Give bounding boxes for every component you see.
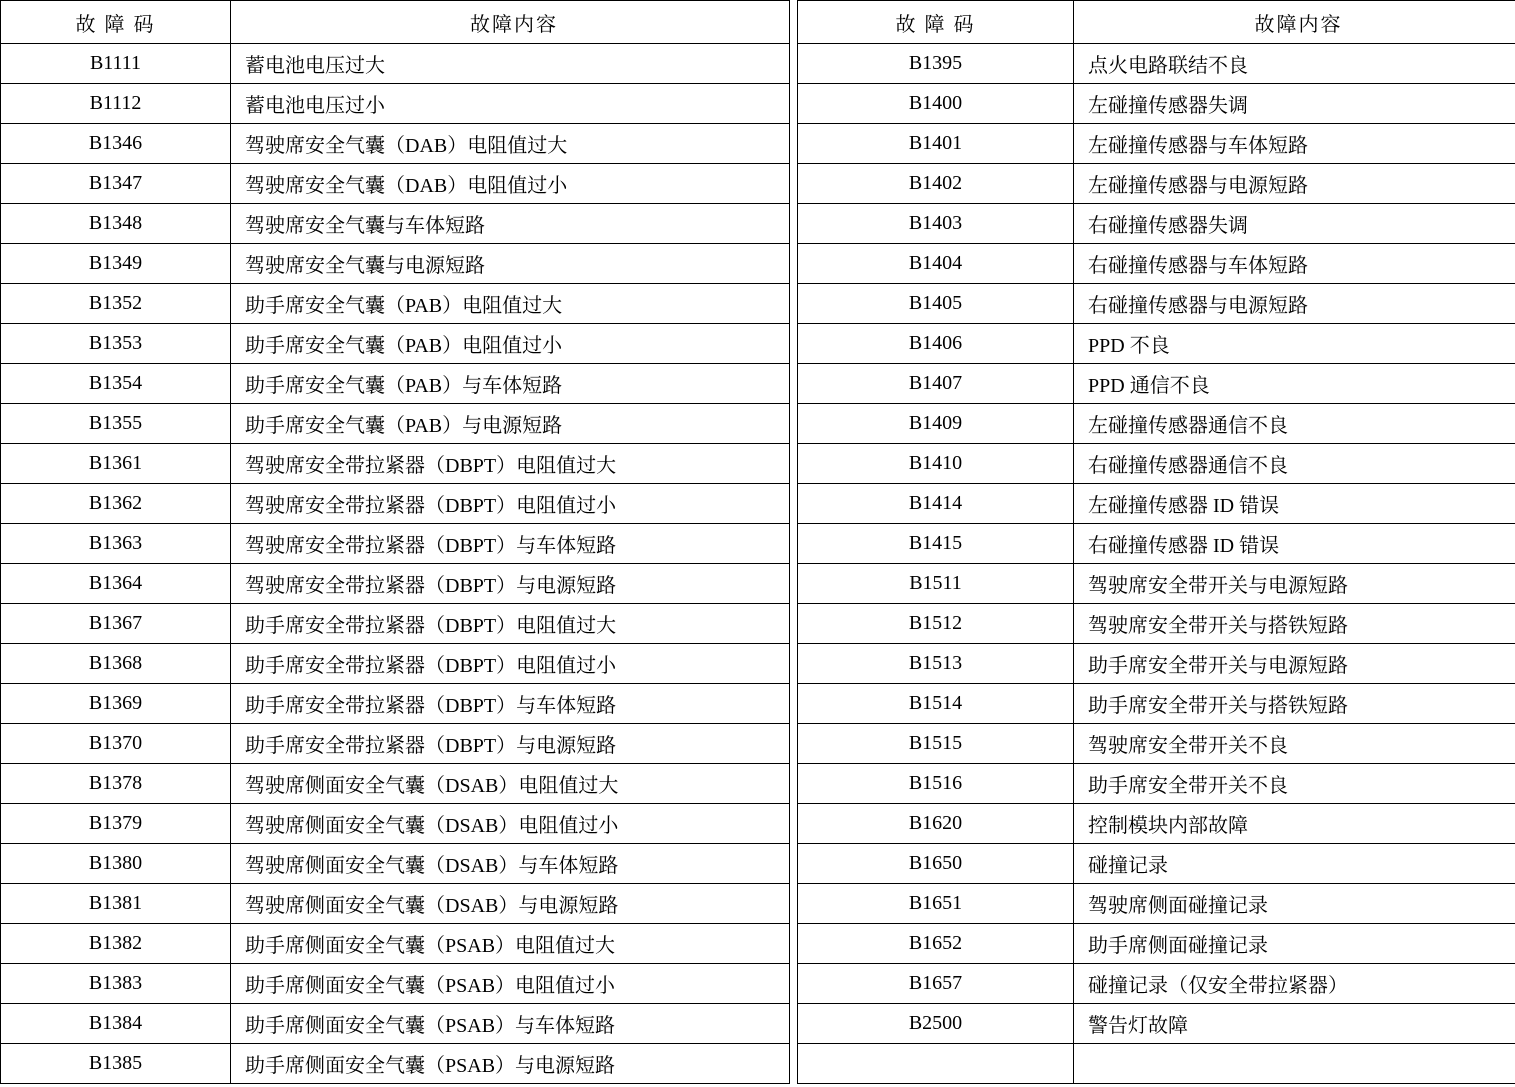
- table-row: [798, 564, 1515, 604]
- dtc-code: B1355: [1, 404, 231, 444]
- table-header-row: [798, 1, 1515, 44]
- dtc-code: B1367: [1, 604, 231, 644]
- dtc-code: B1512: [798, 604, 1074, 644]
- table-row: [1, 804, 790, 844]
- dtc-description: 助手席安全带开关与电源短路: [1074, 644, 1515, 684]
- dtc-description: 助手席安全带开关不良: [1074, 764, 1515, 804]
- dtc-description: 驾驶席安全带开关与搭铁短路: [1074, 604, 1515, 644]
- dtc-description: 右碰撞传感器通信不良: [1074, 444, 1515, 484]
- dtc-code: B1514: [798, 684, 1074, 724]
- dtc-code: B1513: [798, 644, 1074, 684]
- table-row: [798, 324, 1515, 364]
- dtc-code: B1652: [798, 924, 1074, 964]
- dtc-description: 驾驶席安全带拉紧器（DBPT）电阻值过小: [231, 484, 790, 524]
- dtc-code: B1383: [1, 964, 231, 1004]
- dtc-code: B1620: [798, 804, 1074, 844]
- dtc-description: 左碰撞传感器失调: [1074, 84, 1515, 124]
- dtc-description: 蓄电池电压过大: [231, 44, 790, 84]
- table-row: [1, 844, 790, 884]
- dtc-table-right-wrapper: [797, 0, 1515, 1087]
- table-row: [1, 564, 790, 604]
- table-row: [798, 244, 1515, 284]
- column-header-code: 故 障 码: [1, 1, 231, 44]
- dtc-code: B1515: [798, 724, 1074, 764]
- table-header-row: [1, 1, 790, 44]
- dtc-description: 驾驶席安全带拉紧器（DBPT）电阻值过大: [231, 444, 790, 484]
- table-row: [1, 724, 790, 764]
- dtc-code: B1382: [1, 924, 231, 964]
- dtc-code: B1378: [1, 764, 231, 804]
- dtc-description: 助手席安全带拉紧器（DBPT）与车体短路: [231, 684, 790, 724]
- column-header-content: 故障内容: [1074, 1, 1515, 44]
- dtc-code: B1380: [1, 844, 231, 884]
- table-row: [798, 644, 1515, 684]
- table-row: [798, 924, 1515, 964]
- dtc-code: B1415: [798, 524, 1074, 564]
- dtc-code: B1395: [798, 44, 1074, 84]
- empty-cell: [798, 1044, 1074, 1084]
- dtc-code: B1400: [798, 84, 1074, 124]
- table-row: [798, 884, 1515, 924]
- table-row: [1, 644, 790, 684]
- dtc-code: B1409: [798, 404, 1074, 444]
- table-row: [798, 164, 1515, 204]
- table-row: [1, 684, 790, 724]
- dtc-code: B2500: [798, 1004, 1074, 1044]
- dtc-code: B1352: [1, 284, 231, 324]
- dtc-code: B1379: [1, 804, 231, 844]
- dtc-code: B1407: [798, 364, 1074, 404]
- dtc-description: 左碰撞传感器与电源短路: [1074, 164, 1515, 204]
- table-row: [798, 364, 1515, 404]
- column-header-content: 故障内容: [231, 1, 790, 44]
- dtc-description: 助手席安全带拉紧器（DBPT）电阻值过小: [231, 644, 790, 684]
- dtc-code: B1403: [798, 204, 1074, 244]
- table-row: [1, 124, 790, 164]
- dtc-description: 驾驶席侧面安全气囊（DSAB）与电源短路: [231, 884, 790, 924]
- dtc-description: 助手席安全带开关与搭铁短路: [1074, 684, 1515, 724]
- dtc-description: 左碰撞传感器通信不良: [1074, 404, 1515, 444]
- dtc-code: B1111: [1, 44, 231, 84]
- table-row: [1, 444, 790, 484]
- dtc-description: 右碰撞传感器失调: [1074, 204, 1515, 244]
- dtc-description: 左碰撞传感器 ID 错误: [1074, 484, 1515, 524]
- dtc-code: B1354: [1, 364, 231, 404]
- dtc-code: B1405: [798, 284, 1074, 324]
- dtc-description: 驾驶席侧面碰撞记录: [1074, 884, 1515, 924]
- table-row: [1, 244, 790, 284]
- dtc-description: 驾驶席安全气囊与车体短路: [231, 204, 790, 244]
- column-header-code: 故 障 码: [798, 1, 1074, 44]
- dtc-code: B1406: [798, 324, 1074, 364]
- table-row: [1, 884, 790, 924]
- dtc-code: B1362: [1, 484, 231, 524]
- dtc-description: 助手席安全气囊（PAB）电阻值过大: [231, 284, 790, 324]
- dtc-description: PPD 不良: [1074, 324, 1515, 364]
- table-row: [798, 404, 1515, 444]
- table-row: [798, 124, 1515, 164]
- dtc-code: B1353: [1, 324, 231, 364]
- dtc-description: 右碰撞传感器 ID 错误: [1074, 524, 1515, 564]
- dtc-code: B1650: [798, 844, 1074, 884]
- dtc-description: 左碰撞传感器与车体短路: [1074, 124, 1515, 164]
- dtc-code: B1651: [798, 884, 1074, 924]
- table-row: [798, 84, 1515, 124]
- table-row: [798, 764, 1515, 804]
- dtc-description: 控制模块内部故障: [1074, 804, 1515, 844]
- table-row: [798, 484, 1515, 524]
- column-gap: [789, 0, 797, 1087]
- dtc-description: 蓄电池电压过小: [231, 84, 790, 124]
- dtc-description: 驾驶席侧面安全气囊（DSAB）与车体短路: [231, 844, 790, 884]
- table-row: [1, 1004, 790, 1044]
- table-row: [1, 284, 790, 324]
- table-row: [798, 844, 1515, 884]
- table-row: [798, 284, 1515, 324]
- table-row: [1, 484, 790, 524]
- dtc-description: 助手席安全带拉紧器（DBPT）电阻值过大: [231, 604, 790, 644]
- table-row: [1, 404, 790, 444]
- dtc-description: 驾驶席安全气囊与电源短路: [231, 244, 790, 284]
- dtc-code: B1657: [798, 964, 1074, 1004]
- dtc-code: B1414: [798, 484, 1074, 524]
- dtc-code: B1348: [1, 204, 231, 244]
- table-row: [798, 44, 1515, 84]
- dtc-description: 助手席安全气囊（PAB）电阻值过小: [231, 324, 790, 364]
- dtc-code: B1384: [1, 1004, 231, 1044]
- dtc-description: 碰撞记录（仅安全带拉紧器）: [1074, 964, 1515, 1004]
- table-row: [798, 684, 1515, 724]
- table-row: [798, 724, 1515, 764]
- dtc-code: B1516: [798, 764, 1074, 804]
- table-row-empty: [798, 1044, 1515, 1084]
- dtc-code: B1401: [798, 124, 1074, 164]
- dtc-code: B1361: [1, 444, 231, 484]
- dtc-code: B1402: [798, 164, 1074, 204]
- table-row: [1, 524, 790, 564]
- table-row: [798, 804, 1515, 844]
- dtc-description: 警告灯故障: [1074, 1004, 1515, 1044]
- table-row: [1, 364, 790, 404]
- dtc-code: B1381: [1, 884, 231, 924]
- table-row: [1, 764, 790, 804]
- dtc-description: 驾驶席安全带拉紧器（DBPT）与车体短路: [231, 524, 790, 564]
- dtc-code: B1346: [1, 124, 231, 164]
- dtc-description: 驾驶席侧面安全气囊（DSAB）电阻值过小: [231, 804, 790, 844]
- dtc-description: 助手席侧面碰撞记录: [1074, 924, 1515, 964]
- table-row: [798, 444, 1515, 484]
- table-row: [1, 164, 790, 204]
- dtc-description: 助手席侧面安全气囊（PSAB）与车体短路: [231, 1004, 790, 1044]
- dtc-description: 驾驶席安全带开关不良: [1074, 724, 1515, 764]
- dtc-code: B1363: [1, 524, 231, 564]
- table-row: [798, 1004, 1515, 1044]
- dtc-description: 点火电路联结不良: [1074, 44, 1515, 84]
- dtc-code: B1369: [1, 684, 231, 724]
- dtc-code: B1410: [798, 444, 1074, 484]
- table-row: [1, 964, 790, 1004]
- table-row: [1, 44, 790, 84]
- dtc-code: B1385: [1, 1044, 231, 1084]
- dtc-description: 助手席侧面安全气囊（PSAB）与电源短路: [231, 1044, 790, 1084]
- dtc-description: 助手席侧面安全气囊（PSAB）电阻值过大: [231, 924, 790, 964]
- dtc-description: 助手席侧面安全气囊（PSAB）电阻值过小: [231, 964, 790, 1004]
- dtc-description: 助手席安全气囊（PAB）与电源短路: [231, 404, 790, 444]
- dtc-code: B1368: [1, 644, 231, 684]
- dtc-description: 右碰撞传感器与车体短路: [1074, 244, 1515, 284]
- dtc-description: 助手席安全带拉紧器（DBPT）与电源短路: [231, 724, 790, 764]
- table-row: [798, 964, 1515, 1004]
- dtc-description: 助手席安全气囊（PAB）与车体短路: [231, 364, 790, 404]
- empty-cell: [1074, 1044, 1515, 1084]
- table-row: [798, 524, 1515, 564]
- dtc-code: B1112: [1, 84, 231, 124]
- table-row: [798, 204, 1515, 244]
- dtc-code: B1347: [1, 164, 231, 204]
- dtc-description: 右碰撞传感器与电源短路: [1074, 284, 1515, 324]
- dtc-table-left-body: [1, 44, 790, 1084]
- dtc-table-right-body: [798, 44, 1515, 1084]
- dtc-code: B1404: [798, 244, 1074, 284]
- dtc-description: 驾驶席侧面安全气囊（DSAB）电阻值过大: [231, 764, 790, 804]
- dtc-description: 驾驶席安全气囊（DAB）电阻值过小: [231, 164, 790, 204]
- dtc-table-right: [797, 0, 1515, 1084]
- table-row: [1, 204, 790, 244]
- dtc-code: B1511: [798, 564, 1074, 604]
- dtc-description: 碰撞记录: [1074, 844, 1515, 884]
- table-row: [798, 604, 1515, 644]
- table-row: [1, 84, 790, 124]
- table-row: [1, 324, 790, 364]
- dtc-description: 驾驶席安全气囊（DAB）电阻值过大: [231, 124, 790, 164]
- dtc-code: B1364: [1, 564, 231, 604]
- dtc-code: B1349: [1, 244, 231, 284]
- dtc-description: 驾驶席安全带开关与电源短路: [1074, 564, 1515, 604]
- dtc-description: PPD 通信不良: [1074, 364, 1515, 404]
- table-row: [1, 924, 790, 964]
- table-row: [1, 604, 790, 644]
- dtc-description: 驾驶席安全带拉紧器（DBPT）与电源短路: [231, 564, 790, 604]
- table-row: [1, 1044, 790, 1084]
- dtc-code: B1370: [1, 724, 231, 764]
